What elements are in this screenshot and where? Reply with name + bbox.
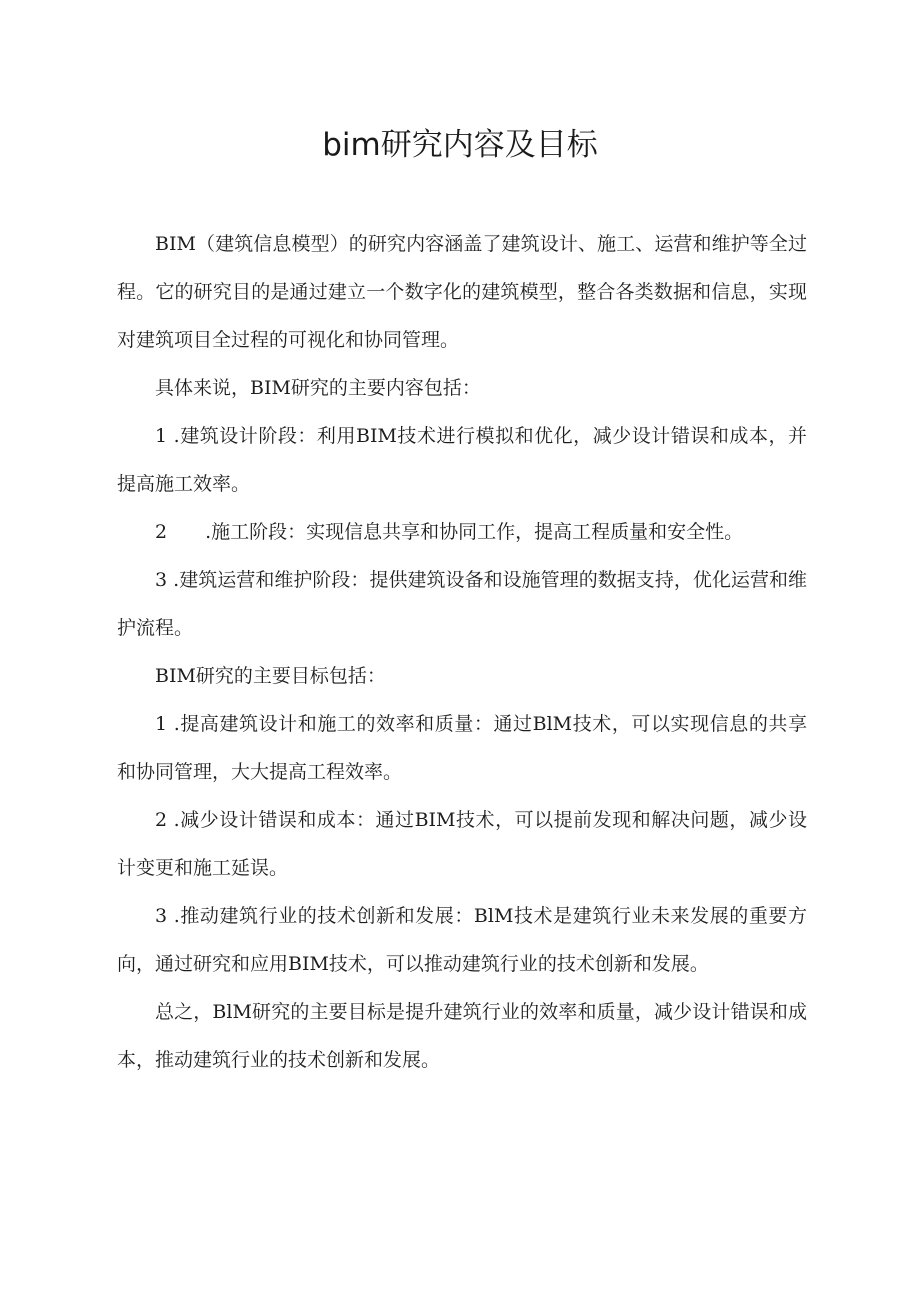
paragraph-content-item-3: 3 .建筑运营和维护阶段：提供建筑设备和设施管理的数据支持，优化运营和维护流程。 xyxy=(117,569,807,639)
paragraph-goal-item-2: 2 .减少设计错误和成本：通过BIM技术，可以提前发现和解决问题，减少设计变更和施工延误。 xyxy=(117,809,807,879)
paragraph-content-heading: 具体来说，BIM研究的主要内容包括： xyxy=(155,377,481,399)
paragraph-goals-heading: BIM研究的主要目标包括： xyxy=(155,665,386,687)
paragraph-content-item-2: 2 .施工阶段：实现信息共享和协同工作，提高工程质量和安全性。 xyxy=(155,521,744,543)
paragraph-goal-item-1: 1 .提高建筑设计和施工的效率和质量：通过BlM技术，可以实现信息的共享和协同管理，大大提高工程效率。 xyxy=(117,713,807,783)
paragraph-goal-item-3: 3 .推动建筑行业的技术创新和发展：BlM技术是建筑行业未来发展的重要方向，通过研究和应用BIM技术，可以推动建筑行业的技术创新和发展。 xyxy=(117,905,807,975)
paragraph-content-item-1: 1 .建筑设计阶段：利用BIM技术进行模拟和优化，减少设计错误和成本，并提高施工效率。 xyxy=(117,425,807,495)
page-title: bim研究内容及目标 xyxy=(322,127,598,163)
document-body xyxy=(117,220,807,1084)
paragraph-intro: BIM（建筑信息模型）的研究内容涵盖了建筑设计、施工、运营和维护等全过程。它的研究目的是通过建立一个数字化的建筑模型，整合各类数据和信息，实现对建筑项目全过程的可视化和协同管理。 xyxy=(117,233,807,351)
paragraph-conclusion: 总之，BlM研究的主要目标是提升建筑行业的效率和质量，减少设计错误和成本，推动建筑行业的技术创新和发展。 xyxy=(117,1001,807,1071)
